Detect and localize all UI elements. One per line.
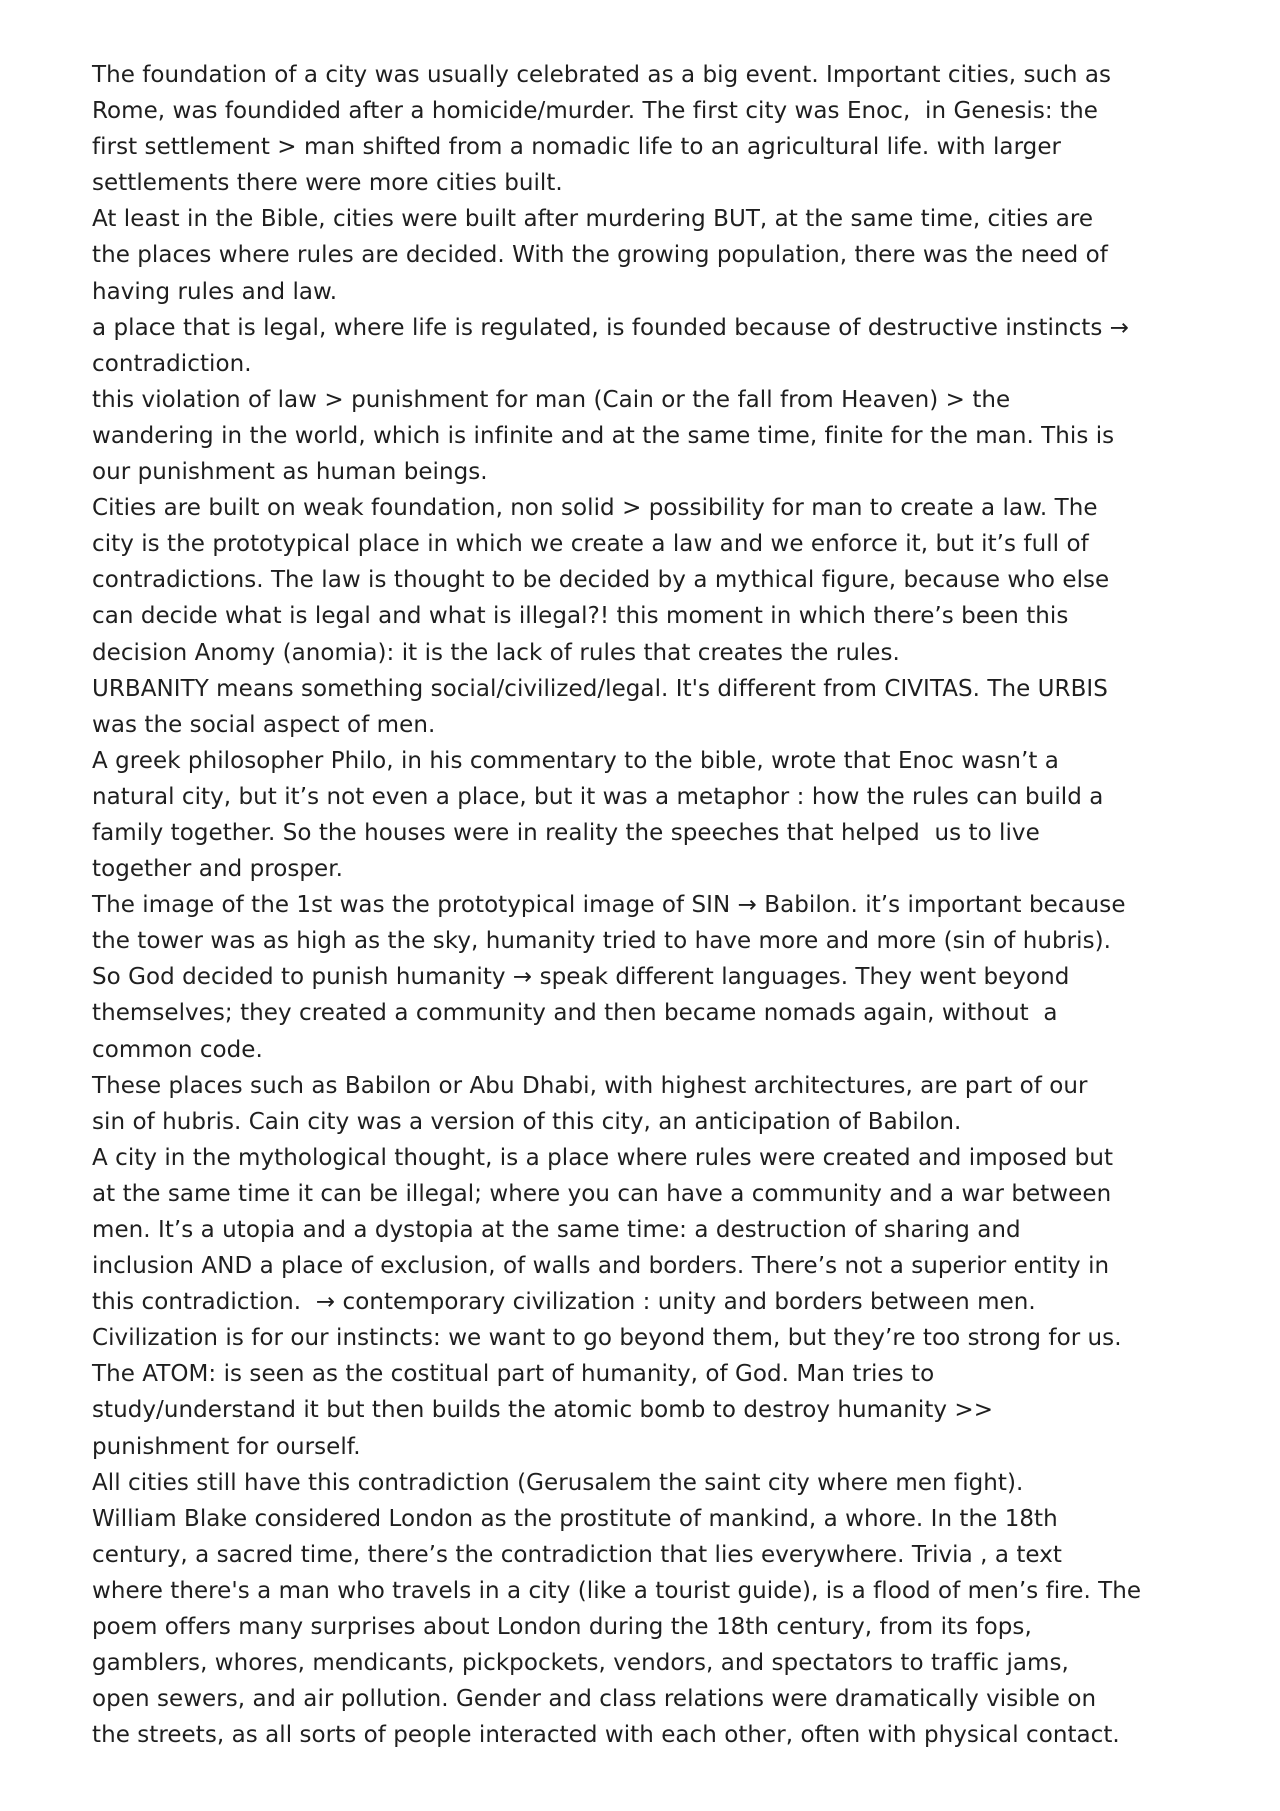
text-line: having rules and law.: [92, 278, 338, 305]
text-line: contradictions. The law is thought to be decided by a mythical figure, because who else: [92, 567, 1110, 594]
text-line: this contradiction. → contemporary civilization : unity and borders between men.: [92, 1289, 1036, 1316]
text-line: natural city, but it’s not even a place, but it was a metaphor : how the rules can build a: [92, 783, 1104, 810]
text-line: century, a sacred time, there’s the contradiction that lies everywhere. Trivia , a text: [92, 1541, 1062, 1568]
text-line: was the social aspect of men.: [92, 711, 436, 738]
text-line: punishment for ourself.: [92, 1433, 361, 1460]
text-line: a place that is legal, where life is regulated, is founded because of destructive instincts →: [92, 314, 1130, 341]
text-line: All cities still have this contradiction (Gerusalem the saint city where men fight).: [92, 1469, 1024, 1496]
text-line: poem offers many surprises about London during the 18th century, from its fops,: [92, 1614, 1032, 1641]
text-line: can decide what is legal and what is illegal?! this moment in which there’s been this: [92, 603, 1069, 630]
text-line: together and prosper.: [92, 856, 343, 883]
text-line: Rome, was foundided after a homicide/murder. The first city was Enoc, in Genesis: the: [92, 98, 1098, 125]
text-line: inclusion AND a place of exclusion, of walls and borders. There’s not a superior entity in: [92, 1253, 1110, 1280]
text-line: decision Anomy (anomia): it is the lack of rules that creates the rules.: [92, 639, 900, 666]
text-line: city is the prototypical place in which we create a law and we enforce it, but it’s full of: [92, 531, 1089, 558]
text-line: URBANITY means something social/civilized/legal. It's different from CIVITAS. The URBIS: [92, 675, 1108, 702]
text-line: Civilization is for our instincts: we want to go beyond them, but they’re too strong for us.: [92, 1325, 1122, 1352]
text-line: study/understand it but then builds the atomic bomb to destroy humanity >>: [92, 1397, 994, 1424]
text-line: These places such as Babilon or Abu Dhabi, with highest architectures, are part of our: [92, 1072, 1088, 1099]
document-body: [92, 57, 1242, 1753]
text-line: contradiction.: [92, 350, 252, 377]
text-line: our punishment as human beings.: [92, 459, 488, 486]
text-line: where there's a man who travels in a city (like a tourist guide), is a flood of men’s fire. The: [92, 1577, 1142, 1604]
text-line: The foundation of a city was usually celebrated as a big event. Important cities, such as: [92, 62, 1112, 88]
text-line: wandering in the world, which is infinite and at the same time, finite for the man. This is: [92, 422, 1115, 449]
text-line: this violation of law > punishment for man (Cain or the fall from Heaven) > the: [92, 386, 1011, 413]
text-line: Cities are built on weak foundation, non solid > possibility for man to create a law. The: [92, 495, 1098, 522]
text-line: common code.: [92, 1036, 263, 1063]
text-line: the tower was as high as the sky, humanity tried to have more and more (sin of hubris).: [92, 928, 1111, 955]
text-line: sin of hubris. Cain city was a version of this city, an anticipation of Babilon.: [92, 1108, 962, 1135]
text-line: men. It’s a utopia and a dystopia at the same time: a destruction of sharing and: [92, 1217, 1021, 1243]
text-line: So God decided to punish humanity → speak different languages. They went beyond: [92, 964, 1070, 991]
text-line: A city in the mythological thought, is a place where rules were created and imposed but: [92, 1144, 1114, 1171]
text-line: At least in the Bible, cities were built after murdering BUT, at the same time, cities are: [92, 206, 1094, 233]
text-line: the places where rules are decided. With the growing population, there was the need of: [92, 242, 1108, 269]
text-line: the streets, as all sorts of people interacted with each other, often with physical contact.: [92, 1722, 1120, 1749]
text-line: The image of the 1st was the prototypical image of SIN → Babilon. it’s important because: [92, 892, 1126, 919]
text-line: The ATOM: is seen as the costitual part of humanity, of God. Man tries to: [92, 1361, 935, 1388]
text-line: settlements there were more cities built.: [92, 170, 563, 197]
text-line: William Blake considered London as the prostitute of mankind, a whore. In the 18th: [92, 1505, 1058, 1532]
text-line: first settlement > man shifted from a nomadic life to an agricultural life. with larger: [92, 134, 1062, 161]
text-line: family together. So the houses were in reality the speeches that helped us to live: [92, 819, 1040, 846]
text-line: gamblers, whores, mendicants, pickpockets, vendors, and spectators to traffic jams,: [92, 1650, 1069, 1677]
text-line: open sewers, and air pollution. Gender and class relations were dramatically visible on: [92, 1686, 1097, 1713]
text-line: at the same time it can be illegal; where you can have a community and a war between: [92, 1180, 1112, 1207]
text-line: A greek philosopher Philo, in his commentary to the bible, wrote that Enoc wasn’t a: [92, 747, 1059, 774]
text-line: themselves; they created a community and then became nomads again, without a: [92, 1000, 1058, 1027]
